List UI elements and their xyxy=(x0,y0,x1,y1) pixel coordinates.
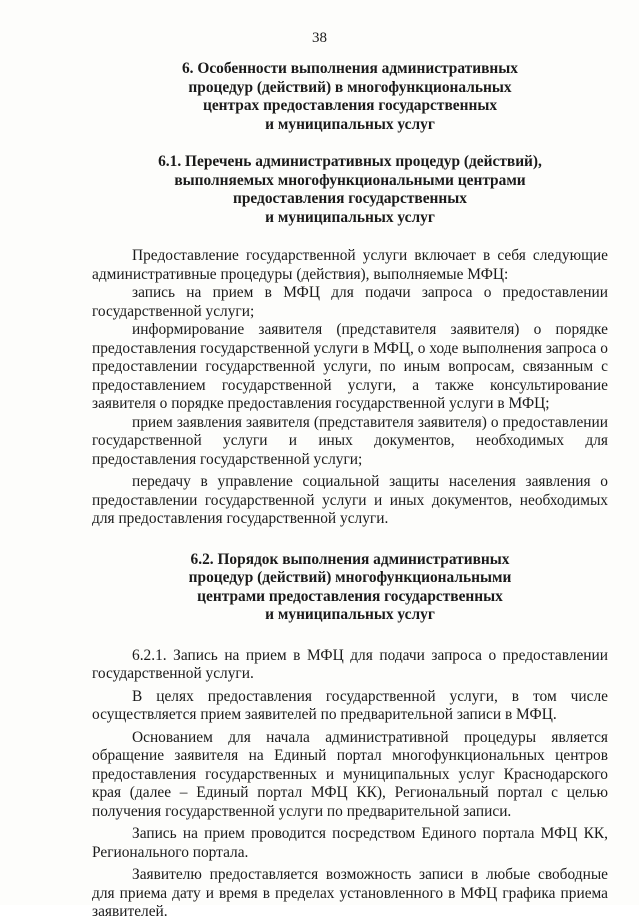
section-6-2-heading-line: 6.2. Порядок выполнения административных xyxy=(190,550,510,568)
section-6-2-heading-line: и муниципальных услуг xyxy=(265,606,435,623)
paragraph: прием заявления заявителя (представителя заявителя) о предоставлении государственной услуги и иных документов, необходимых для предоставления государственной услуги; xyxy=(92,413,608,468)
section-6-heading-line: центрах предоставления государственных xyxy=(202,97,498,114)
paragraph: Основанием для начала административной процедуры является обращение заявителя на Единый портал многофункциональных центров предоставления государственных и муниципальных услуг Краснодарского края (далее – Единый портал МФЦ КК), Региональный портал с целью получения государственной услуги по предварительной записи. xyxy=(92,728,608,820)
paragraph: 6.2.1. Запись на прием в МФЦ для подачи запроса о предоставлении государственной услуги. xyxy=(92,646,608,682)
section-6-1-heading xyxy=(92,153,608,227)
section-6-heading xyxy=(92,60,608,134)
page-content xyxy=(92,60,608,922)
section-6-1-body xyxy=(92,247,608,529)
page-number: 38 xyxy=(312,30,327,46)
section-6-heading-line: и муниципальных услуг xyxy=(265,115,435,133)
section-6-1-heading-line: предоставления государственных xyxy=(233,190,467,207)
paragraph: запись на прием в МФЦ для подачи запроса о предоставлении государственной услуги; xyxy=(92,284,608,320)
section-6-heading-line: процедур (действий) в многофункциональных xyxy=(188,78,512,96)
paragraph: Предоставление государственной услуги включает в себя следующие административные процедуры (действия), выполняемые МФЦ: xyxy=(92,247,608,283)
paragraph: информирование заявителя (представителя заявителя) о порядке предоставления государственной услуги в МФЦ, о ходе выполнения запроса о предоставлении государственной услуги, по иным вопросам, связанным с предоставлением государственной услуги, а также консультирование заявителя о порядке предоставления государственной услуги в МФЦ; xyxy=(92,321,608,412)
section-6-heading-line: 6. Особенности выполнения административных xyxy=(181,60,518,77)
section-6-2-heading-line: процедур (действий) многофункциональными xyxy=(188,569,512,586)
paragraph: Заявителю предоставляется возможность записи в любые свободные для приема дату и время в пределах установленного в МФЦ графика приема заявителей. xyxy=(92,866,608,920)
section-6-1-heading-line: 6.1. Перечень административных процедур (действий), xyxy=(158,153,542,170)
section-6-1-heading-line: и муниципальных услуг xyxy=(265,208,435,226)
paragraph: Запись на прием проводится посредством Единого портала МФЦ КК, Регионального портала. xyxy=(92,825,608,861)
section-6-2-body xyxy=(92,647,608,922)
paragraph: передачу в управление социальной защиты населения заявления о предоставлении государственной услуги и иных документов, необходимых для предоставления государственной услуги. xyxy=(92,473,608,527)
paragraph: В целях предоставления государственной услуги, в том числе осуществляется прием заявителей по предварительной записи в МФЦ. xyxy=(92,687,608,723)
section-6-2-heading-line: центрами предоставления государственных xyxy=(197,587,503,605)
section-6-2-heading xyxy=(92,551,608,625)
section-6-1-heading-line: выполняемых многофункциональными центрами xyxy=(174,171,526,189)
